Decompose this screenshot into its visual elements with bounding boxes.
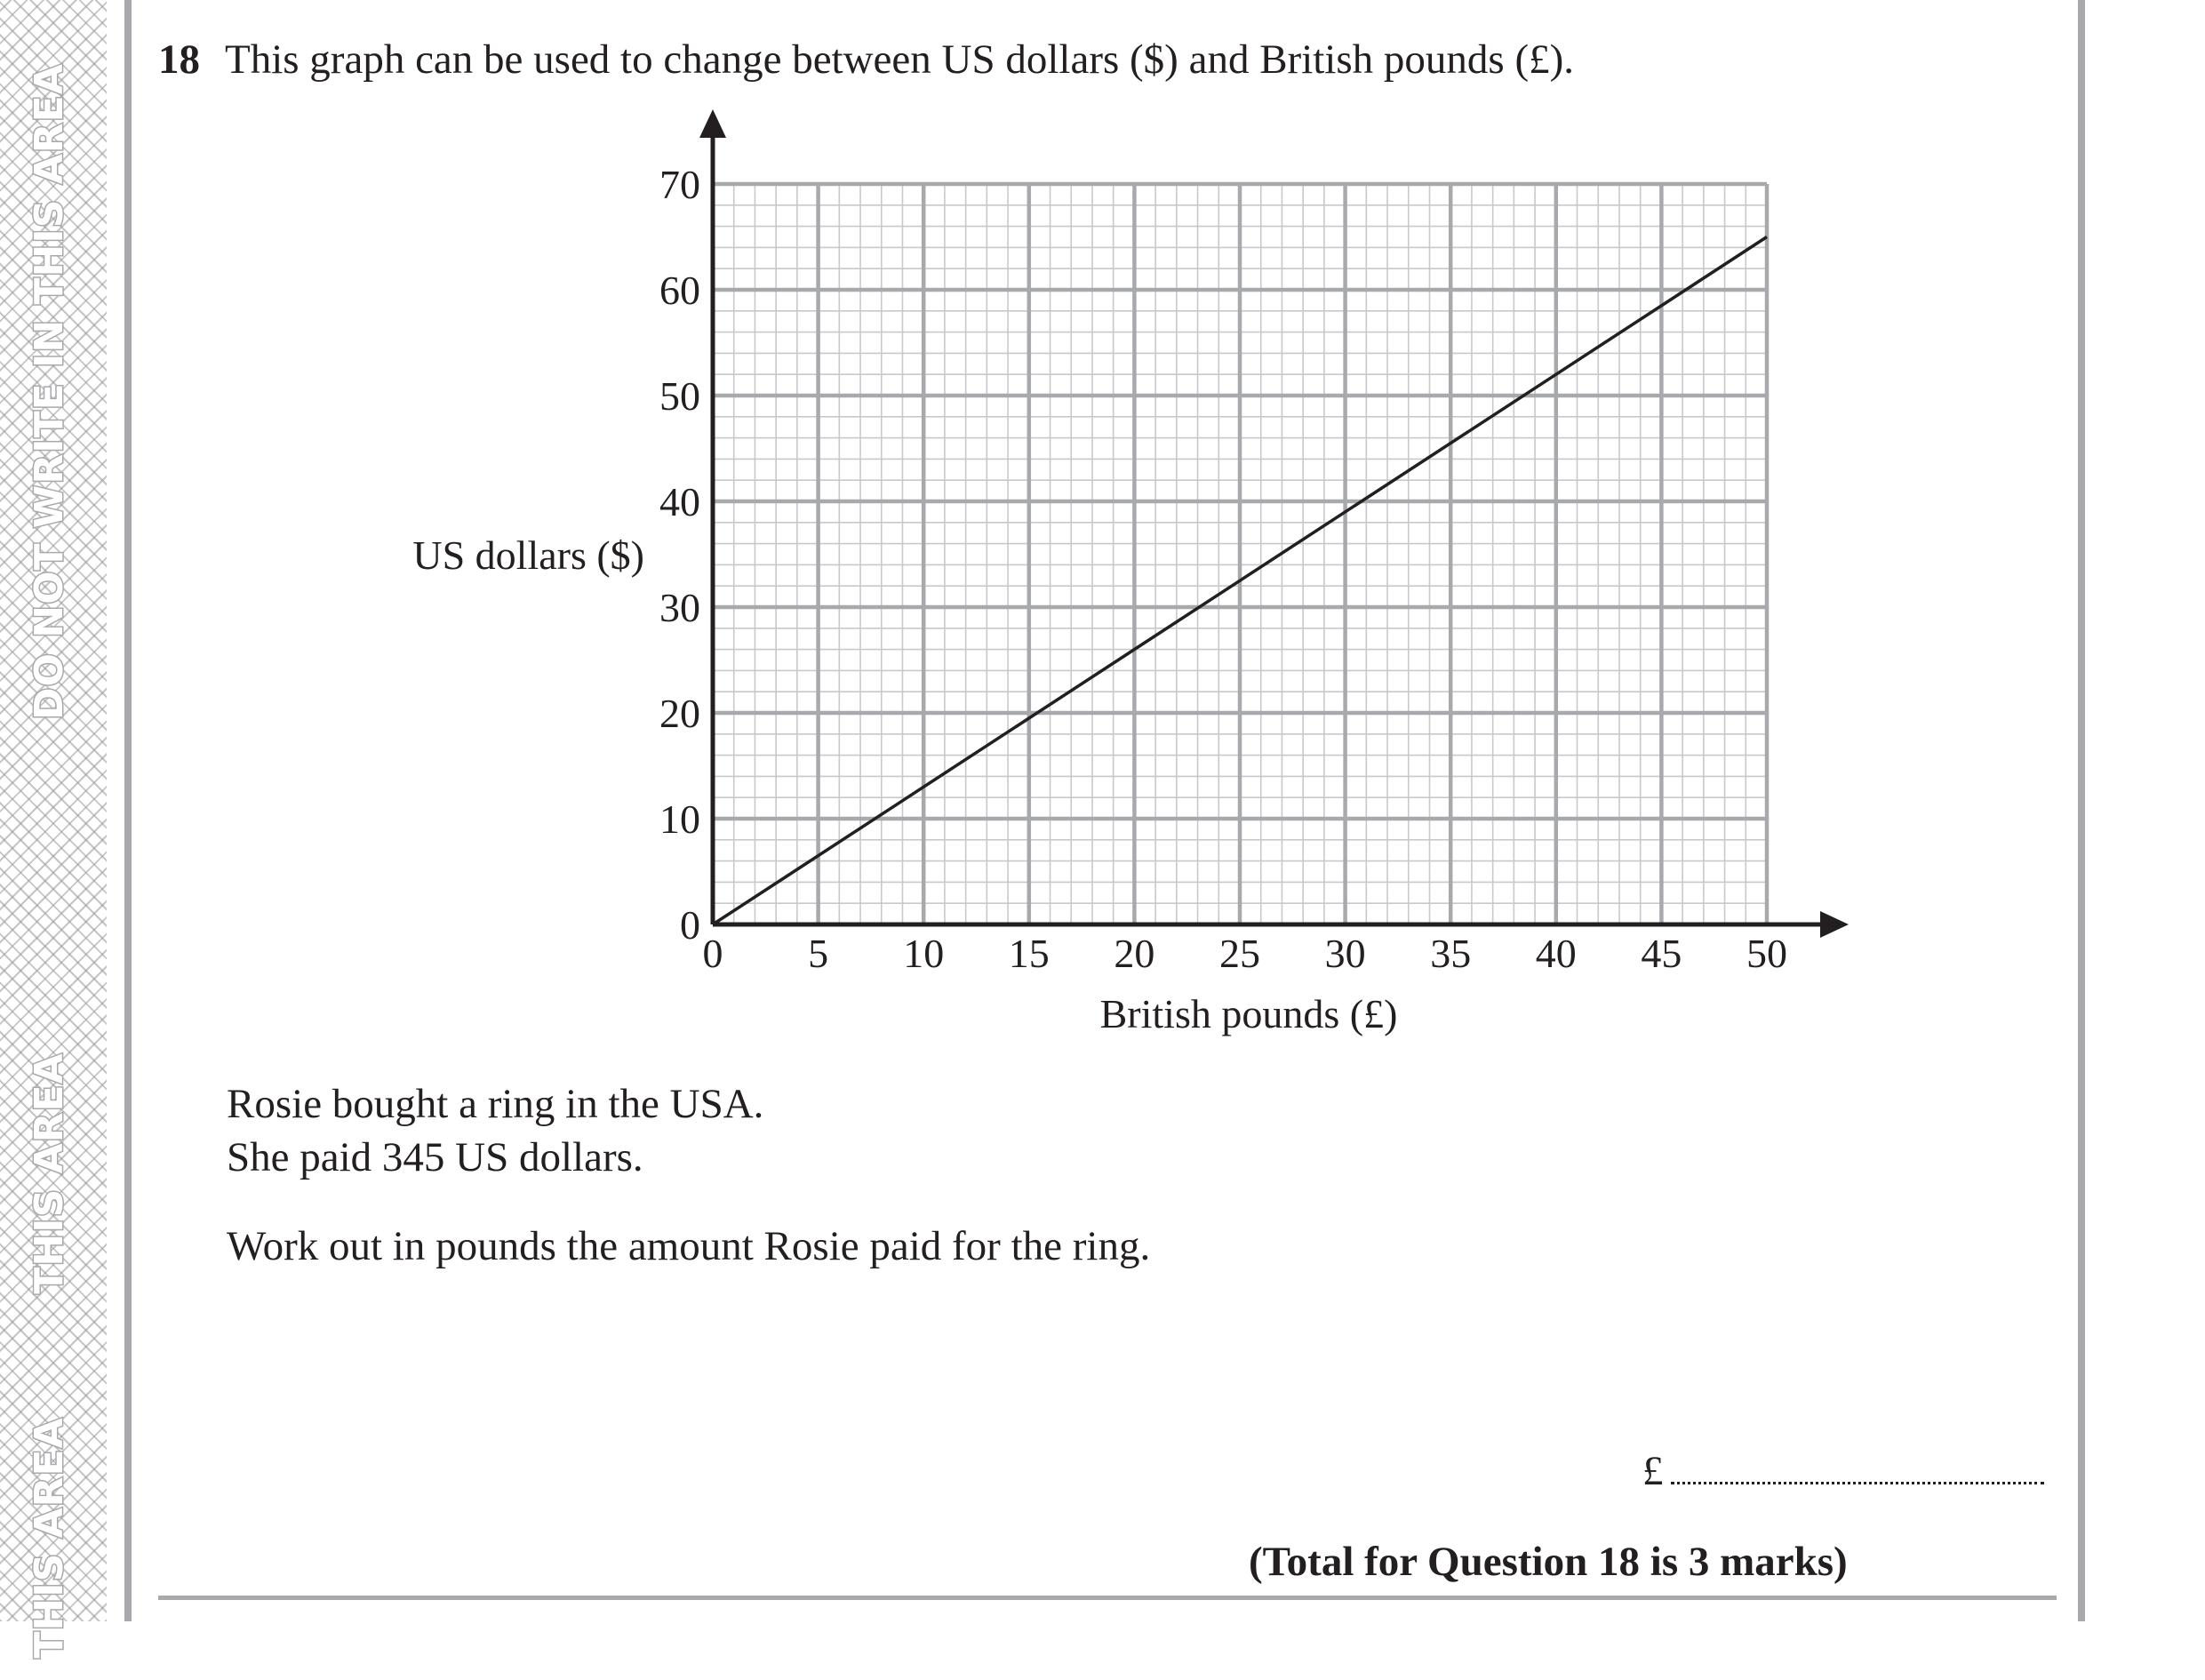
margin-warning-middle: THIS AREA <box>27 1052 72 1294</box>
x-axis-arrow <box>1820 911 1849 938</box>
bottom-rule <box>158 1596 2057 1600</box>
margin-warning-bottom: THIS AREA <box>27 1417 72 1659</box>
question-number: 18 <box>158 36 200 83</box>
x-tick-label: 35 <box>1430 931 1472 976</box>
answer-line[interactable] <box>1642 1447 2044 1495</box>
major-gridlines <box>713 184 1767 924</box>
body-line-2: She paid 345 US dollars. <box>227 1134 643 1180</box>
total-marks: (Total for Question 18 is 3 marks) <box>1249 1539 1848 1585</box>
x-tick-label: 45 <box>1641 931 1682 976</box>
y-tick-label: 40 <box>659 479 700 524</box>
y-axis-label: US dollars ($) <box>412 532 644 578</box>
currency-symbol: £ <box>1642 1448 1664 1494</box>
x-tick-label: 20 <box>1114 931 1155 976</box>
y-axis-arrow <box>699 109 726 138</box>
margin-warning-top: DO NOT WRITE IN THIS AREA <box>27 63 72 720</box>
y-tick-label: 70 <box>659 162 700 207</box>
x-tick-label: 40 <box>1535 931 1577 976</box>
answer-dotted-line[interactable] <box>1671 1475 2044 1484</box>
x-tick-label: 30 <box>1324 931 1366 976</box>
x-axis-label: British pounds (£) <box>1099 991 1398 1036</box>
x-tick-label: 0 <box>702 931 723 976</box>
x-tick-label: 50 <box>1746 931 1787 976</box>
x-tick-label: 10 <box>903 931 945 976</box>
x-tick-label: 15 <box>1008 931 1050 976</box>
x-tick-label: 25 <box>1219 931 1260 976</box>
question-intro: This graph can be used to change between US dollars ($) and British pounds (£). <box>225 36 1574 83</box>
y-tick-label: 60 <box>659 268 700 313</box>
body-line-1: Rosie bought a ring in the USA. <box>227 1081 764 1127</box>
x-tick-label: 5 <box>808 931 829 976</box>
y-tick-label: 10 <box>659 796 700 842</box>
y-tick-label: 20 <box>659 691 700 736</box>
y-tick-label: 0 <box>680 902 700 948</box>
axes <box>699 109 1849 938</box>
body-line-3: Work out in pounds the amount Rosie paid for the ring. <box>227 1223 1151 1269</box>
y-tick-label: 30 <box>659 585 700 630</box>
y-tick-label: 50 <box>659 373 700 419</box>
y-tick-labels <box>659 162 700 948</box>
x-tick-labels <box>703 931 1788 976</box>
